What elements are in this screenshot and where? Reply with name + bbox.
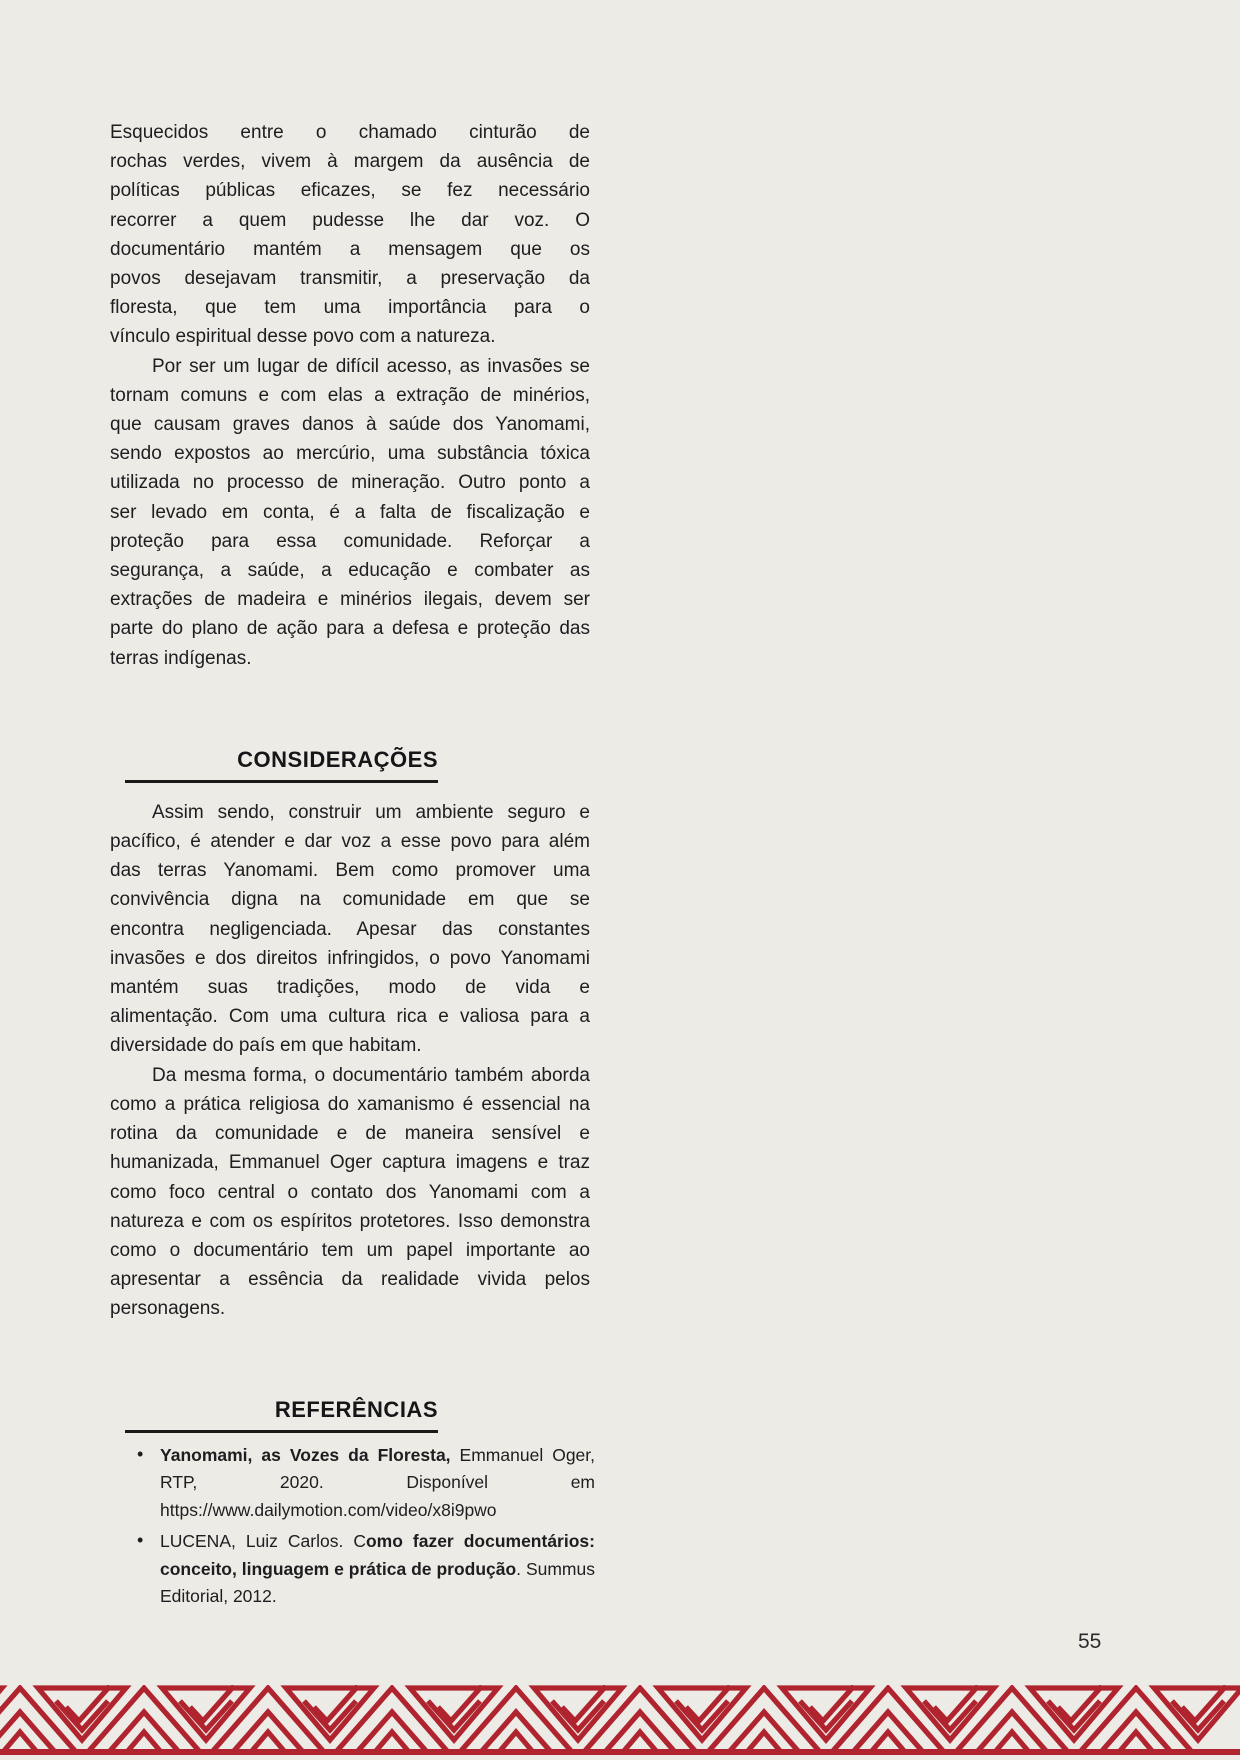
bullet-icon: • xyxy=(137,1530,144,1551)
reference-text-segment: Emmanuel Oger, xyxy=(450,1444,596,1465)
reference-title-segment: omo fazer documentários: xyxy=(365,1531,595,1552)
text-line: alimentação. Com uma cultura rica e valiosa para a xyxy=(110,1006,590,1028)
body-paragraph xyxy=(110,1061,590,1324)
text-line: natureza e com os espíritos protetores. Isso demonstra xyxy=(110,1210,590,1232)
section-heading-considerations xyxy=(125,745,438,783)
text-line: Da mesma forma, o documentário também aborda xyxy=(152,1064,590,1086)
text-line: ser levado em conta, é a falta de fiscalização e xyxy=(110,501,590,523)
text-line: diversidade do país em que habitam. xyxy=(110,1035,422,1057)
text-line: segurança, a saúde, a educação e combater as xyxy=(110,560,590,582)
text-line: pacífico, é atender e dar voz a esse povo para além xyxy=(110,831,590,853)
text-line: floresta, que tem uma importância para o xyxy=(110,297,590,319)
text-line: povos desejavam transmitir, a preservação da xyxy=(110,268,590,290)
page-number: 55 xyxy=(1078,1630,1102,1653)
reference-text-segment: https://www.dailymotion.com/video/x8i9pwo xyxy=(160,1499,497,1520)
text-line: das terras Yanomami. Bem como promover uma xyxy=(110,860,590,882)
text-line: invasões e dos direitos infringidos, o povo Yanomami xyxy=(110,947,590,969)
reference-item xyxy=(133,1528,595,1611)
text-line: sendo expostos ao mercúrio, uma substância tóxica xyxy=(110,443,590,465)
text-line: humanizada, Emmanuel Oger captura imagens e traz xyxy=(110,1152,590,1174)
text-line: como a prática religiosa do xamanismo é essencial na xyxy=(110,1093,590,1115)
text-line: parte do plano de ação para a defesa e proteção das xyxy=(110,618,590,640)
decorative-border-pattern xyxy=(0,1685,1240,1755)
reference-line xyxy=(160,1583,595,1611)
text-line: como foco central o contato dos Yanomami com a xyxy=(110,1181,590,1203)
text-line: vínculo espiritual desse povo com a natureza. xyxy=(110,326,496,348)
article-column xyxy=(110,118,596,1615)
text-line: Assim sendo, construir um ambiente seguro e xyxy=(152,801,590,823)
text-line: rochas verdes, vivem à margem da ausência de xyxy=(110,151,590,173)
text-line: rotina da comunidade e de maneira sensível e xyxy=(110,1123,590,1145)
text-line: mantém suas tradições, modo de vida e xyxy=(110,977,590,999)
references-list xyxy=(133,1442,595,1611)
reference-line xyxy=(160,1556,595,1584)
text-line: utilizada no processo de mineração. Outro ponto a xyxy=(110,472,590,494)
text-line: Esquecidos entre o chamado cinturão de xyxy=(110,122,590,143)
text-line: que causam graves danos à saúde dos Yanomami, xyxy=(110,414,590,436)
reference-text-segment: Editorial, 2012. xyxy=(160,1586,277,1607)
tribal-zigzag-pattern xyxy=(0,1685,1240,1755)
text-line: recorrer a quem pudesse lhe dar voz. O xyxy=(110,209,590,231)
reference-text-segment: LUCENA, Luiz Carlos. C xyxy=(160,1531,366,1552)
reference-line xyxy=(160,1528,595,1556)
text-line: documentário mantém a mensagem que os xyxy=(110,238,590,260)
reference-title-segment: conceito, linguagem e prática de produção xyxy=(160,1558,517,1579)
reference-line xyxy=(160,1497,595,1525)
text-line: convivência digna na comunidade em que se xyxy=(110,889,590,911)
reference-text-segment: RTP, 2020. Disponível em xyxy=(160,1472,595,1493)
section-heading-text: REFERÊNCIAS xyxy=(274,1396,438,1422)
text-line: Por ser um lugar de difícil acesso, as invasões se xyxy=(152,355,590,377)
section-heading-references xyxy=(125,1395,438,1433)
text-line: extrações de madeira e minérios ilegais, devem ser xyxy=(110,589,590,611)
text-line: como o documentário tem um papel importante ao xyxy=(110,1239,590,1261)
reference-line xyxy=(160,1442,595,1470)
text-line: proteção para essa comunidade. Reforçar a xyxy=(110,530,590,552)
reference-item xyxy=(133,1442,595,1525)
body-paragraph xyxy=(110,352,590,673)
reference-title-segment: Yanomami, as Vozes da Floresta, xyxy=(160,1444,451,1465)
section-heading-text: CONSIDERAÇÕES xyxy=(237,746,438,772)
text-line: políticas públicas eficazes, se fez necessário xyxy=(110,180,590,202)
body-paragraph xyxy=(110,798,590,1061)
bullet-icon: • xyxy=(137,1443,144,1464)
text-line: apresentar a essência da realidade vivida pelos xyxy=(110,1269,590,1291)
text-line: tornam comuns e com elas a extração de minérios, xyxy=(110,384,590,406)
text-line: encontra negligenciada. Apesar das constantes xyxy=(110,918,590,940)
reference-line xyxy=(160,1469,595,1497)
text-line: terras indígenas. xyxy=(110,647,252,669)
reference-text-segment: . Summus xyxy=(516,1558,595,1579)
text-line: personagens. xyxy=(110,1298,226,1320)
body-paragraph xyxy=(110,118,590,352)
